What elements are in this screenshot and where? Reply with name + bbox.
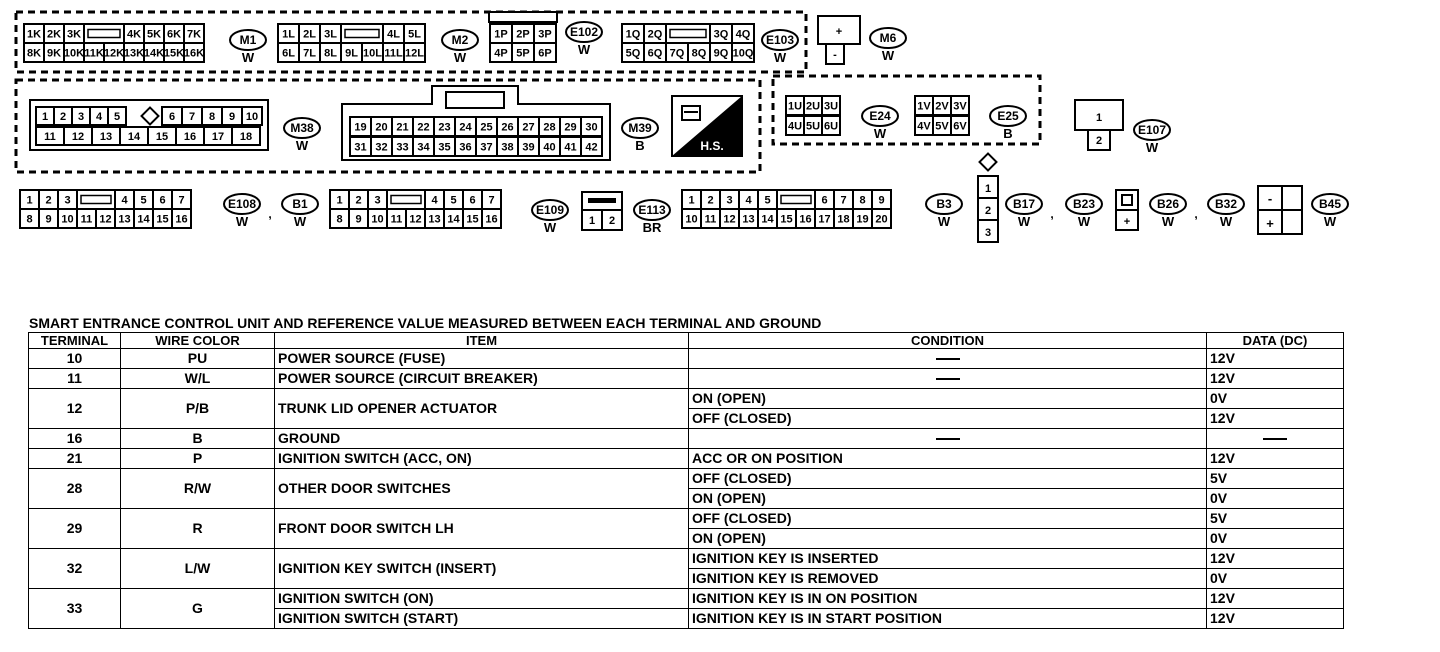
m1-pin-label: 7K: [186, 28, 202, 41]
table-row: [29, 589, 1344, 609]
connector-id: B17: [1012, 197, 1036, 211]
connector-id: M6: [879, 31, 897, 45]
m38-pin-label: 4: [95, 111, 103, 123]
condition-cell: OFF (CLOSED): [689, 409, 1207, 429]
terminal-cell: 11: [29, 369, 121, 389]
e109-pin-label: 7: [488, 194, 495, 207]
b3-pin-label: 3: [726, 194, 733, 207]
connector-color: W: [1219, 214, 1233, 229]
b3-pin-label: 8: [859, 194, 866, 207]
m1-pin-label: 9K: [46, 47, 62, 60]
table-header-row: [29, 333, 1344, 349]
e108-pin-label: 1: [26, 194, 33, 207]
m1-pin-label: 14K: [143, 47, 165, 60]
data-cell: 12V: [1207, 369, 1344, 389]
e107-pin-1: 1: [1095, 112, 1103, 124]
b3-pin-label: 19: [856, 213, 869, 226]
b3-pin-label: 14: [761, 213, 774, 226]
terminal-cell: 29: [29, 509, 121, 549]
e108-pin-label: 6: [159, 194, 166, 207]
terminal-cell: 28: [29, 469, 121, 509]
e24-pin-label: 1U: [787, 100, 803, 113]
e24-pin-label: 6U: [823, 120, 839, 133]
condition-cell: OFF (CLOSED): [689, 469, 1207, 489]
m38-pin-label: 6: [168, 111, 176, 123]
wire-color-cell: B: [121, 429, 275, 449]
table-row: [29, 449, 1344, 469]
connector-id: E113: [638, 203, 666, 217]
e108-pin-label: 11: [80, 213, 93, 226]
m2-pin-label: 5L: [408, 28, 421, 41]
e109-pin-label: 11: [390, 213, 403, 226]
condition-cell: ON (OPEN): [689, 529, 1207, 549]
m39-pin-label: 38: [501, 141, 514, 154]
e25-pin-label: 6V: [953, 120, 967, 133]
condition-cell: IGNITION KEY IS REMOVED: [689, 569, 1207, 589]
b3-pin-label: 1: [688, 194, 695, 207]
e103-pin-label: 4Q: [735, 28, 751, 41]
b3-pin-label: 9: [878, 194, 885, 207]
e102-pin-label: 4P: [494, 47, 508, 60]
e108-pin-label: 9: [45, 213, 52, 226]
b3-pin-label: 12: [723, 213, 736, 226]
b3-pin-label: 15: [780, 213, 793, 226]
m38-pin-label: 11: [44, 131, 56, 143]
data-cell: 0V: [1207, 569, 1344, 589]
table-row: [29, 549, 1344, 569]
e113-pin-label: 2: [608, 215, 616, 227]
m1-pin-label: 16K: [183, 47, 205, 60]
terminal-cell: 12: [29, 389, 121, 429]
connector-id: E102: [569, 25, 599, 39]
connector-color: W: [873, 126, 887, 141]
condition-cell: [689, 349, 1207, 369]
item-cell: TRUNK LID OPENER ACTUATOR: [275, 389, 689, 429]
dash-mark: [936, 358, 960, 360]
item-cell: POWER SOURCE (CIRCUIT BREAKER): [275, 369, 689, 389]
e109-pin-label: 1: [336, 194, 343, 207]
wire-color-cell: R/W: [121, 469, 275, 509]
item-cell: IGNITION SWITCH (ACC, ON): [275, 449, 689, 469]
m2-pin-label: 6L: [282, 47, 295, 60]
connector-id: E24: [869, 109, 891, 123]
m39-pin-label: 25: [480, 121, 493, 134]
e25-pin-label: 2V: [935, 100, 949, 113]
m39-pin-label: 36: [459, 141, 472, 154]
m2-pin-label: 10L: [363, 47, 382, 60]
m2-pin-label: 4L: [387, 28, 400, 41]
m38-pin-label: 3: [77, 111, 85, 123]
m6-pin-minus-label: -: [833, 49, 837, 61]
data-cell: 0V: [1207, 489, 1344, 509]
m1-pin-label: 10K: [63, 47, 85, 60]
e109-pin-label: 13: [428, 213, 441, 226]
connector-color: BR: [642, 220, 662, 235]
dash-mark: [936, 378, 960, 380]
m39-pin-label: 35: [438, 141, 451, 154]
m39-pin-label: 32: [375, 141, 388, 154]
e25-pin-label: 3V: [953, 100, 967, 113]
b3-pin-label: 10: [685, 213, 698, 226]
e109-pin-label: 14: [447, 213, 460, 226]
e109-pin-label: 15: [466, 213, 479, 226]
terminal-cell: 33: [29, 589, 121, 629]
e24-pin-label: 4U: [787, 120, 803, 133]
e102-latch: [489, 12, 557, 22]
hs-label: H.S.: [700, 139, 724, 153]
table-title: SMART ENTRANCE CONTROL UNIT AND REFERENCE VALUE MEASURED BETWEEN EACH TERMINAL AND GROUND: [29, 315, 822, 331]
m2-pin-label: 2L: [303, 28, 316, 41]
m2-pin-label: 8L: [324, 47, 337, 60]
condition-cell: ON (OPEN): [689, 389, 1207, 409]
connector-color: W: [235, 214, 249, 229]
terminal-cell: 16: [29, 429, 121, 449]
m1-pin-label: 12K: [103, 47, 125, 60]
wire-color-cell: G: [121, 589, 275, 629]
b3-pin-label: 13: [742, 213, 755, 226]
e103-key-slot: [670, 30, 706, 38]
e109-key-slot: [391, 196, 421, 204]
b3-pin-label: 7: [840, 194, 847, 207]
table-row: [29, 429, 1344, 449]
e109-pin-label: 10: [371, 213, 384, 226]
condition-cell: ACC OR ON POSITION: [689, 449, 1207, 469]
e103-pin-label: 1Q: [625, 28, 641, 41]
b26-pin-plus-label: +: [1123, 216, 1131, 228]
e103-pin-label: 7Q: [669, 47, 685, 60]
data-cell: 12V: [1207, 589, 1344, 609]
e108-pin-label: 7: [178, 194, 185, 207]
table-row: [29, 469, 1344, 489]
e109-pin-label: 16: [485, 213, 498, 226]
b45-pin-blank-2: [1282, 210, 1302, 234]
e102-pin-label: 6P: [538, 47, 552, 60]
header-wire-color: WIRE COLOR: [121, 333, 275, 349]
m38-pin-label: 16: [183, 131, 197, 143]
connector-color: W: [1017, 214, 1031, 229]
connector-id: M2: [451, 33, 469, 47]
m2-pin-label: 11L: [384, 47, 403, 60]
b45-pin-blank-1: [1282, 186, 1302, 210]
m39-pin-label: 29: [564, 121, 577, 134]
connector-color: W: [773, 50, 787, 65]
b3-pin-label: 16: [799, 213, 812, 226]
m38-pin-label: 5: [113, 111, 121, 123]
e103-pin-label: 5Q: [625, 47, 641, 60]
connector-color: W: [881, 48, 895, 63]
m39-pin-label: 34: [417, 141, 430, 154]
wire-color-cell: P/B: [121, 389, 275, 429]
e102-pin-label: 3P: [538, 28, 552, 41]
connector-id: E109: [535, 203, 565, 217]
connector-id: B23: [1072, 197, 1096, 211]
m1-pin-label: 2K: [46, 28, 62, 41]
m38-pin-label: 15: [155, 131, 169, 143]
item-cell: IGNITION SWITCH (ON): [275, 589, 689, 609]
terminal-cell: 10: [29, 349, 121, 369]
connector-id: M1: [239, 33, 257, 47]
b17-pin-label: 2: [984, 205, 992, 217]
separator-comma: ,: [1050, 207, 1054, 221]
e109-pin-label: 9: [355, 213, 362, 226]
b3-pin-label: 6: [821, 194, 828, 207]
condition-cell: IGNITION KEY IS IN ON POSITION: [689, 589, 1207, 609]
m1-pin-label: 13K: [123, 47, 145, 60]
connector-color: W: [293, 214, 307, 229]
connector-color: W: [295, 138, 309, 153]
m1-pin-label: 6K: [166, 28, 182, 41]
condition-cell: [689, 429, 1207, 449]
condition-cell: [689, 369, 1207, 389]
m38-pin-label: 14: [127, 131, 141, 143]
m39-pin-label: 37: [480, 141, 493, 154]
b45-pin-minus-label: -: [1267, 191, 1273, 206]
e109-pin-label: 2: [355, 194, 362, 207]
data-cell: 5V: [1207, 469, 1344, 489]
m38-pin-label: 12: [71, 131, 85, 143]
connector-id: M38: [290, 121, 314, 135]
connector-color: W: [453, 50, 467, 65]
b3-key-slot: [781, 196, 811, 204]
b3-pin-label: 4: [745, 194, 752, 207]
e108-pin-label: 13: [118, 213, 131, 226]
connector-id: B3: [936, 197, 952, 211]
e25-pin-label: 4V: [917, 120, 931, 133]
data-cell: 12V: [1207, 609, 1344, 629]
connector-id: B1: [292, 197, 308, 211]
table-row: [29, 509, 1344, 529]
connector-id: B45: [1318, 197, 1342, 211]
m2-pin-label: 3L: [324, 28, 337, 41]
e109-pin-label: 6: [469, 194, 476, 207]
separator-comma: ,: [1194, 207, 1198, 221]
m39-pin-label: 20: [375, 121, 388, 134]
m38-pin-label: 7: [188, 111, 196, 123]
connector-color: B: [1003, 126, 1013, 141]
m39-pin-label: 31: [354, 141, 367, 154]
m39-latch: [446, 92, 504, 108]
m39-pin-label: 28: [543, 121, 556, 134]
m1-pin-label: 4K: [126, 28, 142, 41]
m39-pin-label: 26: [501, 121, 514, 134]
connector-color: W: [1323, 214, 1337, 229]
m39-pin-label: 21: [396, 121, 409, 134]
m1-pin-label: 8K: [26, 47, 42, 60]
data-cell: 5V: [1207, 509, 1344, 529]
m39-pin-label: 19: [354, 121, 367, 134]
m2-pin-label: 7L: [303, 47, 316, 60]
m38-pin-label: 2: [59, 111, 67, 123]
m39-pin-label: 23: [438, 121, 451, 134]
connector-color: W: [937, 214, 951, 229]
e108-pin-label: 5: [140, 194, 147, 207]
data-cell: 12V: [1207, 549, 1344, 569]
terminal-reference-table: [28, 332, 1344, 629]
header-terminal: TERMINAL: [29, 333, 121, 349]
m2-pin-label: 9L: [345, 47, 358, 60]
table-row: [29, 389, 1344, 409]
b3-pin-label: 5: [764, 194, 771, 207]
connector-color: W: [577, 42, 591, 57]
data-cell: 12V: [1207, 409, 1344, 429]
item-cell: IGNITION SWITCH (START): [275, 609, 689, 629]
b26-key-square: [1122, 195, 1132, 205]
wire-color-cell: L/W: [121, 549, 275, 589]
m38-pin-label: 10: [245, 111, 259, 123]
e25-pin-label: 1V: [917, 100, 931, 113]
e113-pin-label: 1: [588, 215, 596, 227]
b3-pin-label: 20: [875, 213, 888, 226]
m39-pin-label: 42: [585, 141, 598, 154]
m1-pin-label: 1K: [26, 28, 42, 41]
e109-pin-label: 8: [336, 213, 343, 226]
e103-pin-label: 2Q: [647, 28, 663, 41]
e24-pin-label: 5U: [805, 120, 821, 133]
m38-pin-label: 17: [211, 131, 225, 143]
m39-pin-label: 30: [585, 121, 598, 134]
m1-pin-label: 5K: [146, 28, 162, 41]
header-data: DATA (DC): [1207, 333, 1344, 349]
e25-pin-label: 5V: [935, 120, 949, 133]
b45-pin-plus-label: +: [1266, 216, 1274, 231]
condition-cell: ON (OPEN): [689, 489, 1207, 509]
e102-pin-label: 5P: [516, 47, 530, 60]
connector-id: B32: [1214, 197, 1238, 211]
connector-id: E25: [997, 109, 1019, 123]
condition-cell: OFF (CLOSED): [689, 509, 1207, 529]
b3-pin-label: 11: [704, 213, 717, 226]
wire-color-cell: PU: [121, 349, 275, 369]
e108-pin-label: 2: [45, 194, 52, 207]
m39-pin-label: 27: [522, 121, 535, 134]
connector-color: W: [241, 50, 255, 65]
e109-pin-label: 3: [374, 194, 381, 207]
e109-pin-label: 4: [431, 194, 438, 207]
e103-pin-label: 9Q: [713, 47, 729, 60]
data-cell: [1207, 429, 1344, 449]
m39-pin-label: 40: [543, 141, 556, 154]
e103-pin-label: 8Q: [691, 47, 707, 60]
e108-pin-label: 12: [99, 213, 112, 226]
item-cell: GROUND: [275, 429, 689, 449]
header-condition: CONDITION: [689, 333, 1207, 349]
m1-pin-label: 3K: [66, 28, 82, 41]
separator-comma: ,: [268, 207, 272, 221]
wire-color-cell: P: [121, 449, 275, 469]
m38-pin-label: 8: [208, 111, 216, 123]
m1-key-slot: [88, 30, 120, 38]
wire-color-cell: W/L: [121, 369, 275, 389]
b3-pin-label: 18: [837, 213, 850, 226]
e113-latch-mark: [588, 198, 616, 203]
header-item: ITEM: [275, 333, 689, 349]
terminal-cell: 32: [29, 549, 121, 589]
table-row: [29, 369, 1344, 389]
m2-pin-label: 12L: [405, 47, 424, 60]
m38-pin-label: 1: [41, 111, 49, 123]
data-cell: 12V: [1207, 449, 1344, 469]
data-cell: 0V: [1207, 389, 1344, 409]
e108-pin-label: 8: [26, 213, 33, 226]
e103-pin-label: 3Q: [713, 28, 729, 41]
b3-pin-label: 2: [707, 194, 714, 207]
dash-mark: [1263, 438, 1287, 440]
m38-pin-label: 18: [239, 131, 253, 143]
b17-key-diamond: [980, 154, 997, 171]
e108-pin-label: 10: [61, 213, 74, 226]
m39-pin-label: 22: [417, 121, 430, 134]
connector-color: W: [1077, 214, 1091, 229]
connector-color: B: [635, 138, 645, 153]
connector-id: E107: [1137, 123, 1167, 137]
item-cell: IGNITION KEY SWITCH (INSERT): [275, 549, 689, 589]
e109-pin-label: 12: [409, 213, 422, 226]
e108-pin-label: 16: [175, 213, 188, 226]
e24-pin-label: 3U: [823, 100, 839, 113]
connector-color: W: [1161, 214, 1175, 229]
connector-color: W: [543, 220, 557, 235]
data-cell: 0V: [1207, 529, 1344, 549]
m39-pin-label: 24: [459, 121, 472, 134]
e103-pin-label: 6Q: [647, 47, 663, 60]
connector-id: E103: [765, 33, 795, 47]
m2-pin-label: 1L: [282, 28, 295, 41]
e109-pin-label: 5: [450, 194, 457, 207]
m2-key-slot: [345, 30, 379, 38]
b17-pin-label: 3: [984, 227, 992, 239]
condition-cell: IGNITION KEY IS INSERTED: [689, 549, 1207, 569]
item-cell: OTHER DOOR SWITCHES: [275, 469, 689, 509]
m39-pin-label: 39: [522, 141, 535, 154]
e108-pin-label: 14: [137, 213, 150, 226]
e102-pin-label: 1P: [494, 28, 508, 41]
m1-pin-label: 15K: [163, 47, 185, 60]
terminal-cell: 21: [29, 449, 121, 469]
condition-cell: IGNITION KEY IS IN START POSITION: [689, 609, 1207, 629]
b17-pin-label: 1: [984, 183, 992, 195]
table-row: [29, 349, 1344, 369]
connector-id: E108: [227, 197, 257, 211]
item-cell: POWER SOURCE (FUSE): [275, 349, 689, 369]
connector-id: M39: [628, 121, 652, 135]
b3-pin-label: 17: [818, 213, 831, 226]
connector-color: W: [1145, 140, 1159, 155]
m39-pin-label: 33: [396, 141, 409, 154]
wire-color-cell: R: [121, 509, 275, 549]
m6-pin-plus: +: [835, 26, 843, 38]
m1-pin-label: 11K: [84, 47, 104, 60]
data-cell: 12V: [1207, 349, 1344, 369]
e24-pin-label: 2U: [805, 100, 821, 113]
e107-pin-2-label: 2: [1095, 135, 1103, 147]
e108-pin-label: 3: [64, 194, 71, 207]
m38-pin-label: 13: [99, 131, 113, 143]
e108-key-slot: [81, 196, 111, 204]
e108-pin-label: 15: [156, 213, 169, 226]
item-cell: FRONT DOOR SWITCH LH: [275, 509, 689, 549]
e102-pin-label: 2P: [516, 28, 530, 41]
m39-pin-label: 41: [564, 141, 577, 154]
connector-id: B26: [1156, 197, 1180, 211]
e108-pin-label: 4: [121, 194, 128, 207]
dash-mark: [936, 438, 960, 440]
e103-pin-label: 10Q: [732, 47, 754, 60]
m38-pin-label: 9: [228, 111, 236, 123]
